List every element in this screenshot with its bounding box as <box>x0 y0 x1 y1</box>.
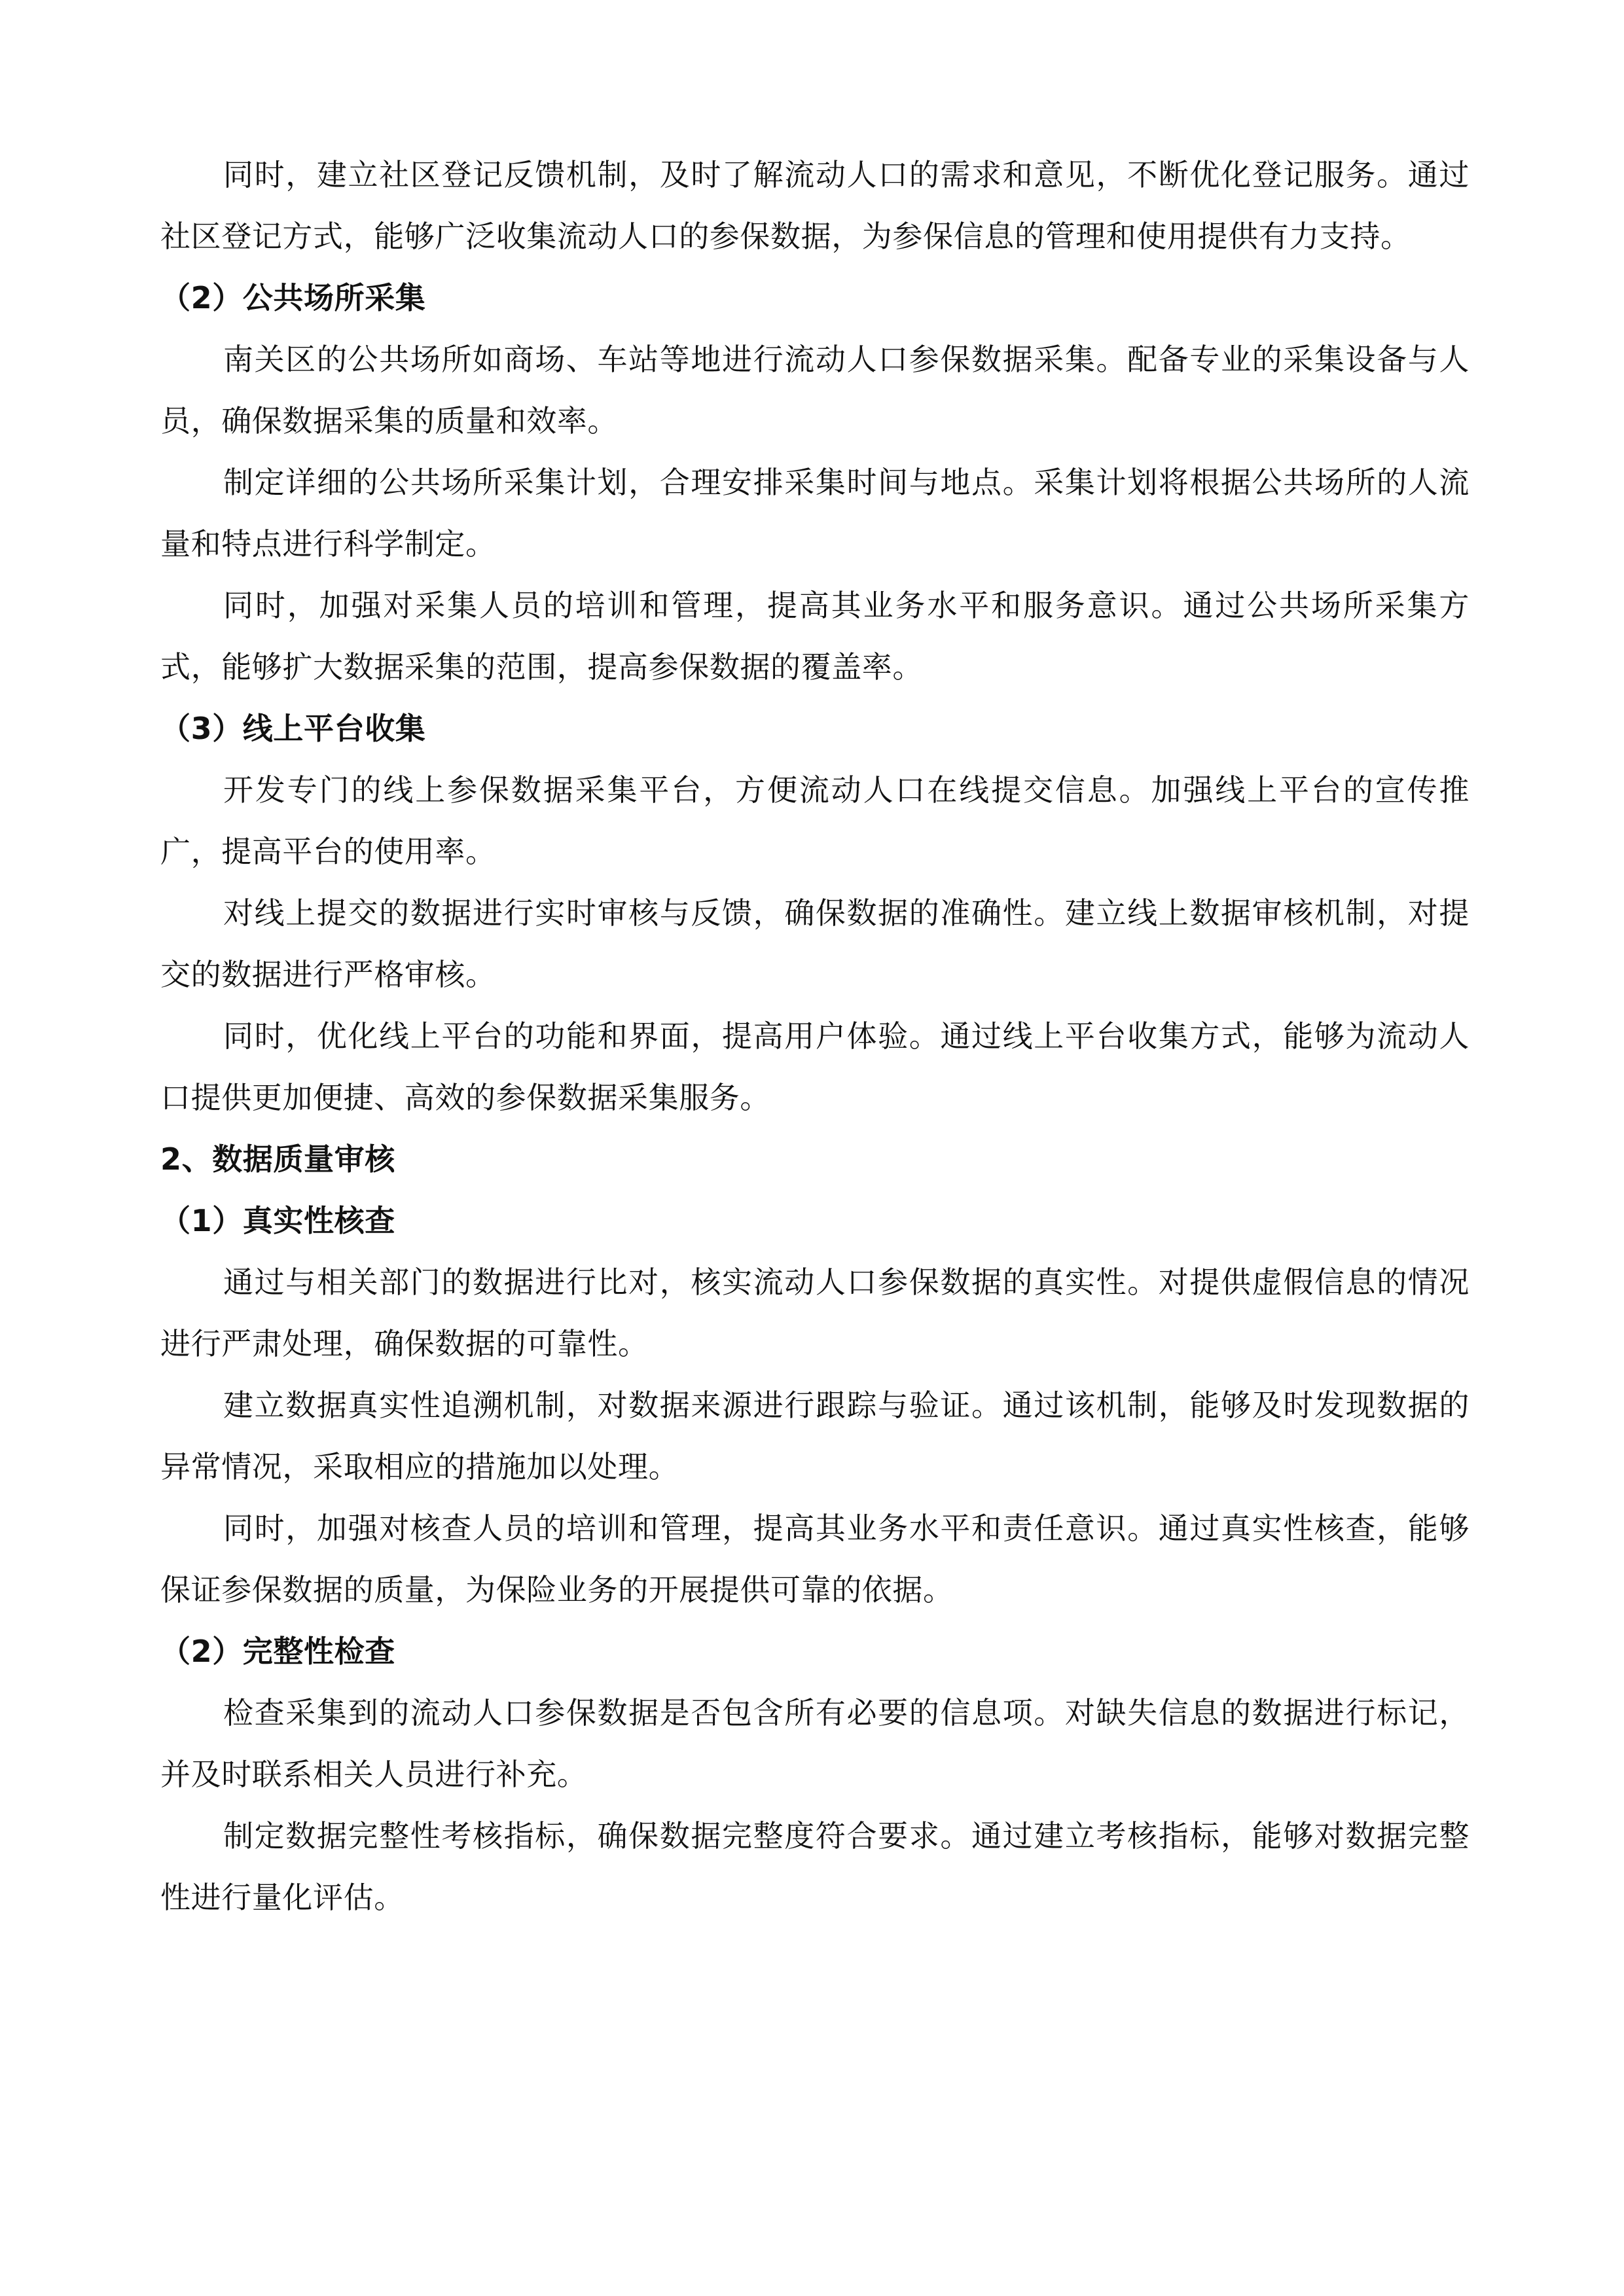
paragraph: 同时，加强对采集人员的培训和管理，提高其业务水平和服务意识。通过公共场所采集方式，能够扩大数据采集的范围，提高参保数据的覆盖率。 <box>160 588 1470 685</box>
subheading-online-platform: （3）线上平台收集 <box>160 711 426 746</box>
paragraph: 制定详细的公共场所采集计划，合理安排采集时间与地点。采集计划将根据公共场所的人流量和特点进行科学制定。 <box>160 465 1470 562</box>
paragraph: 同时，建立社区登记反馈机制，及时了解流动人口的需求和意见，不断优化登记服务。通过社区登记方式，能够广泛收集流动人口的参保数据，为参保信息的管理和使用提供有力支持。 <box>160 157 1470 254</box>
paragraph: 建立数据真实性追溯机制，对数据来源进行跟踪与验证。通过该机制，能够及时发现数据的异常情况，采取相应的措施加以处理。 <box>160 1388 1470 1484</box>
paragraph: 对线上提交的数据进行实时审核与反馈，确保数据的准确性。建立线上数据审核机制，对提交的数据进行严格审核。 <box>160 895 1470 992</box>
document-page <box>160 144 1470 1928</box>
paragraph: 同时，优化线上平台的功能和界面，提高用户体验。通过线上平台收集方式，能够为流动人口提供更加便捷、高效的参保数据采集服务。 <box>160 1018 1470 1115</box>
paragraph: 通过与相关部门的数据进行比对，核实流动人口参保数据的真实性。对提供虚假信息的情况进行严肃处理，确保数据的可靠性。 <box>160 1265 1470 1361</box>
paragraph: 制定数据完整性考核指标，确保数据完整度符合要求。通过建立考核指标，能够对数据完整性进行量化评估。 <box>160 1818 1470 1915</box>
subheading-public-places: （2）公共场所采集 <box>160 280 426 315</box>
section-heading-data-quality: 2、数据质量审核 <box>160 1141 395 1177</box>
paragraph: 检查采集到的流动人口参保数据是否包含所有必要的信息项。对缺失信息的数据进行标记，并及时联系相关人员进行补充。 <box>160 1695 1470 1792</box>
subheading-authenticity-check: （1）真实性核查 <box>160 1203 395 1238</box>
subheading-completeness-check: （2）完整性检查 <box>160 1634 395 1669</box>
paragraph: 同时，加强对核查人员的培训和管理，提高其业务水平和责任意识。通过真实性核查，能够保证参保数据的质量，为保险业务的开展提供可靠的依据。 <box>160 1511 1470 1607</box>
paragraph: 开发专门的线上参保数据采集平台，方便流动人口在线提交信息。加强线上平台的宣传推广，提高平台的使用率。 <box>160 772 1470 869</box>
paragraph: 南关区的公共场所如商场、车站等地进行流动人口参保数据采集。配备专业的采集设备与人员，确保数据采集的质量和效率。 <box>160 342 1470 439</box>
